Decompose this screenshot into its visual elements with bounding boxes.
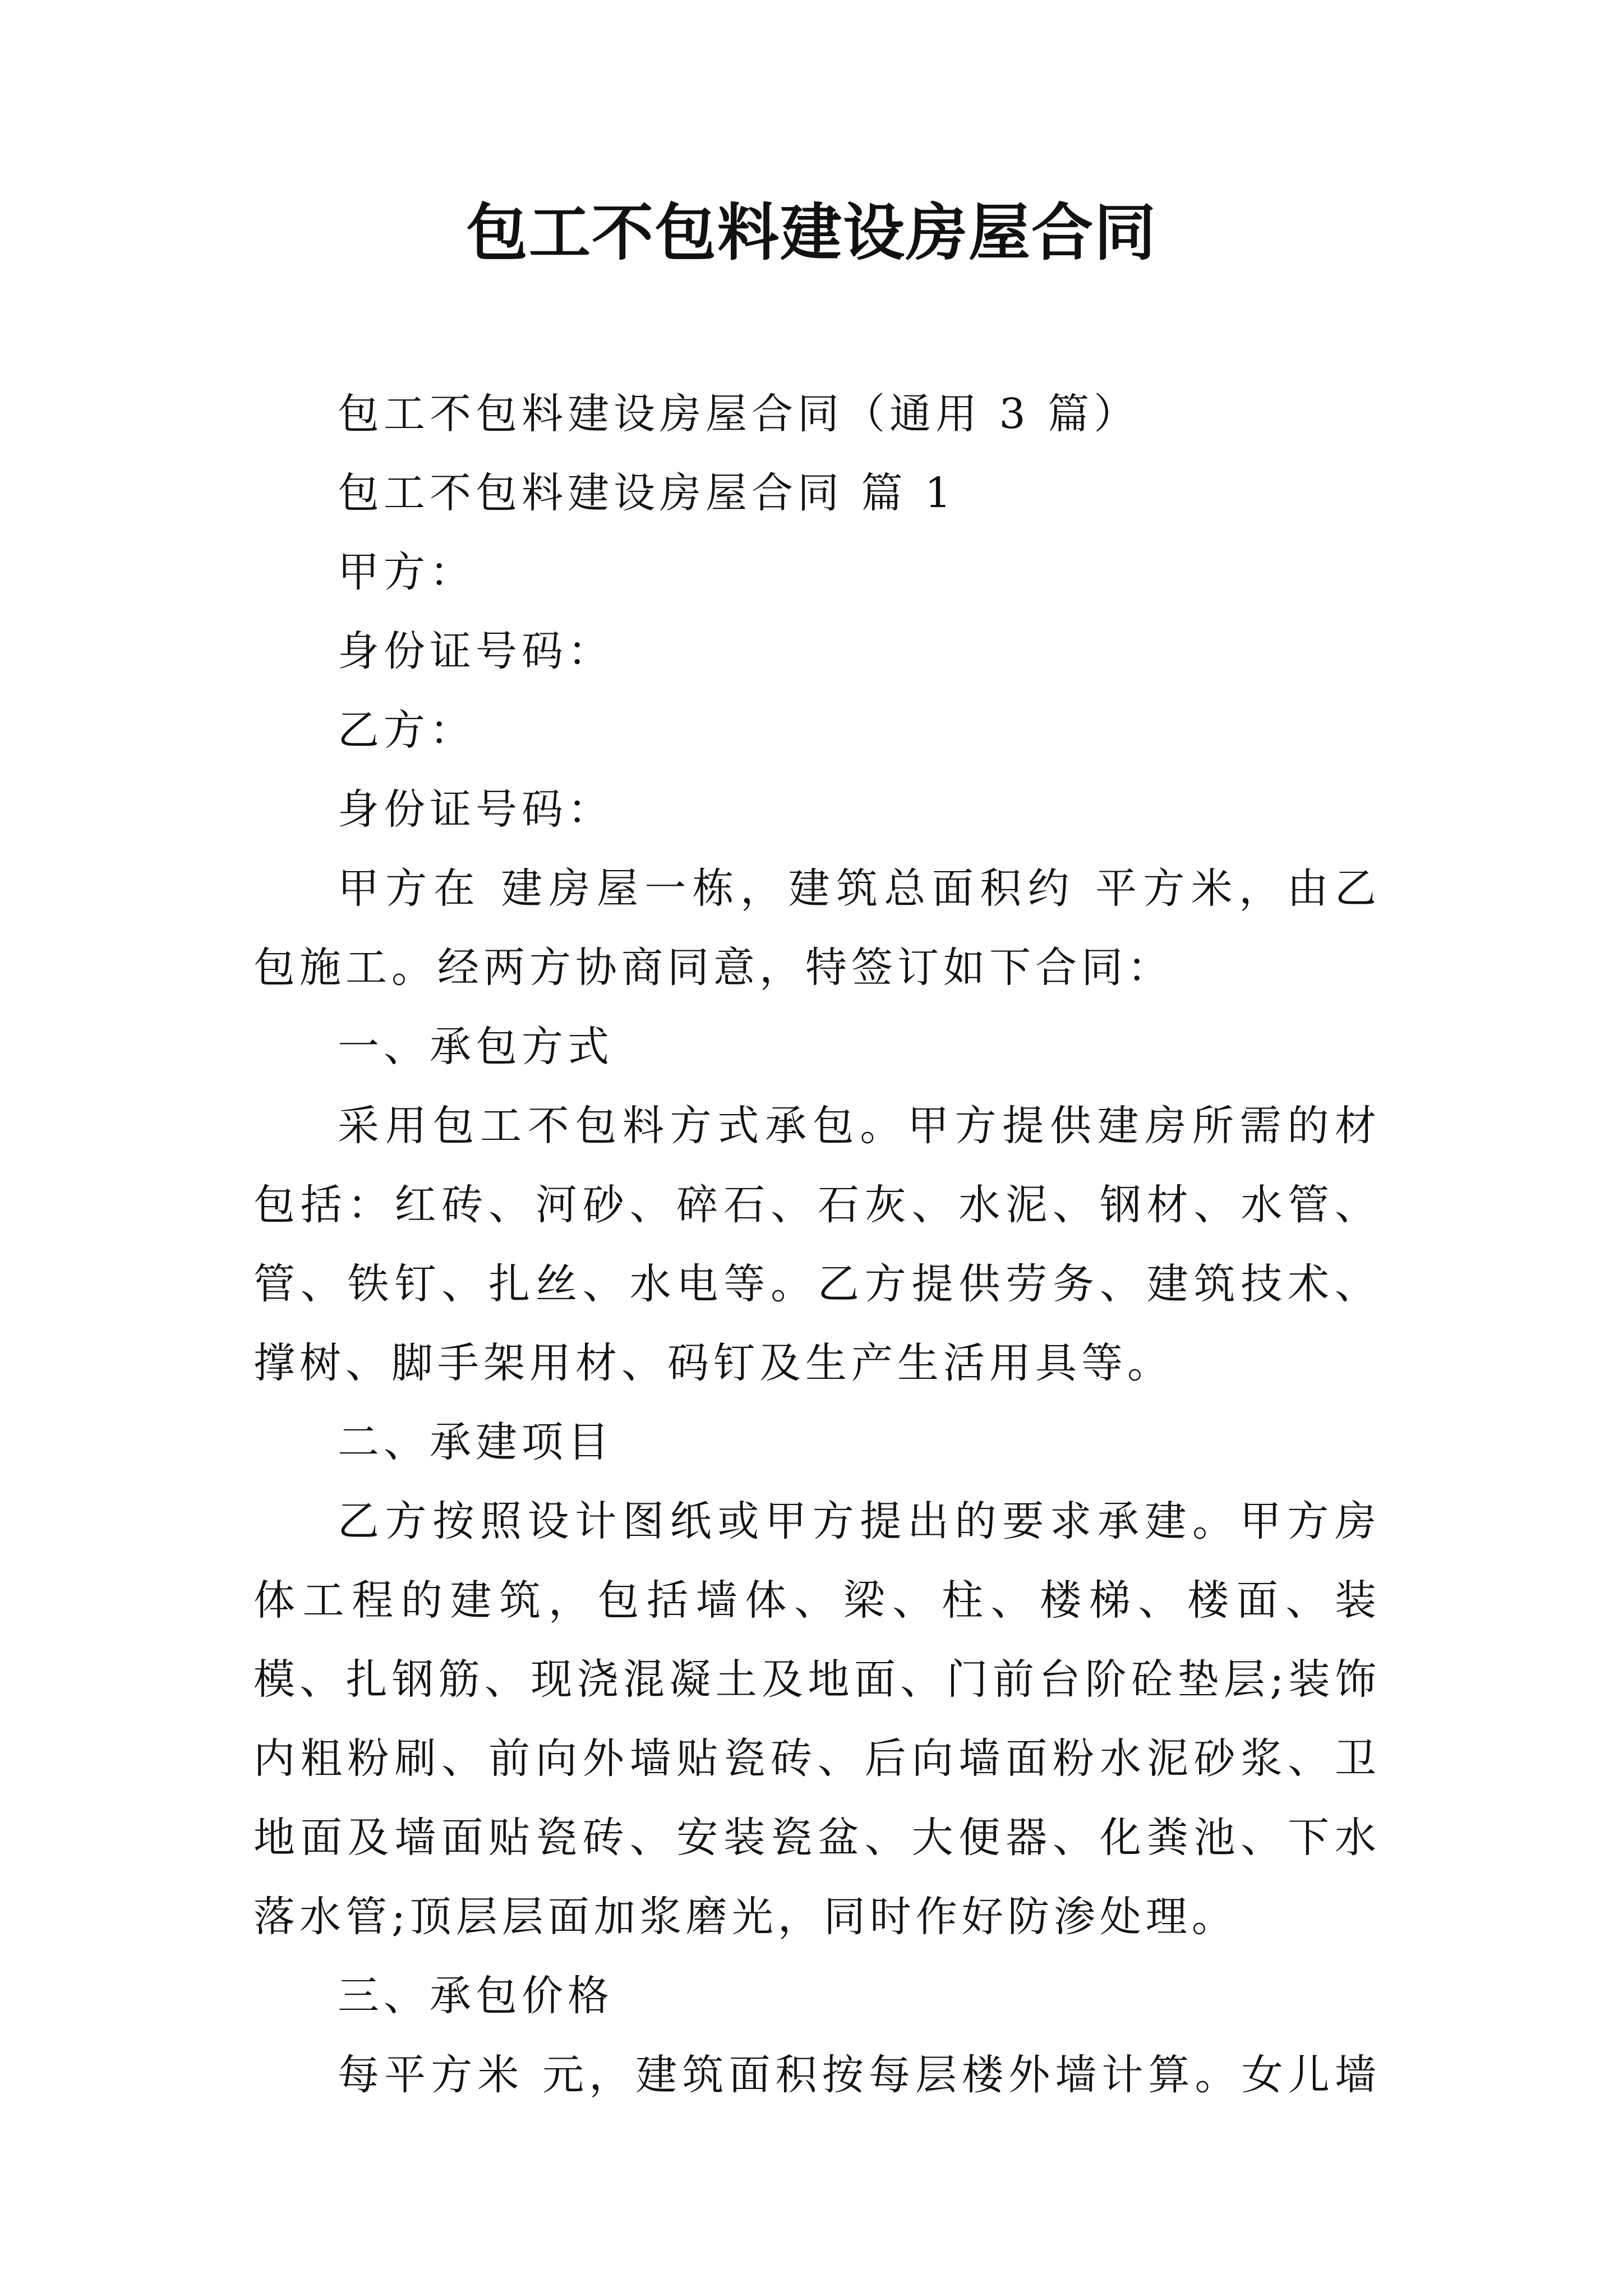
party-b-label: 乙方： (338, 706, 476, 754)
subtitle-line: 包工不包料建设房屋合同（通用 3 篇） (338, 390, 1140, 438)
paragraph-line: 包施工。经两方协商同意，特签订如下合同： (253, 944, 1173, 992)
paragraph-line: 管、铁钉、扎丝、水电等。乙方提供劳务、建筑技术、 (253, 1260, 1381, 1308)
paragraph-line: 落水管;顶层层面加浆磨光，同时作好防渗处理。 (253, 1893, 1238, 1941)
paragraph-line: 每平方米 元，建筑面积按每层楼外墙计算。女儿墙 (338, 2051, 1381, 2099)
paragraph-line: 模、扎钢筋、现浇混凝土及地面、门前台阶砼垫层;装饰 (253, 1655, 1381, 1704)
section-heading-line: 一、承包方式 (338, 1023, 614, 1071)
party-b-id-label: 身份证号码： (338, 785, 614, 834)
section-heading-line: 二、承建项目 (338, 1418, 614, 1466)
paragraph-line: 撑树、脚手架用材、码钉及生产生活用具等。 (253, 1339, 1173, 1387)
paragraph-line: 内粗粉刷、前向外墙贴瓷砖、后向墙面粉水泥砂浆、卫 (253, 1734, 1381, 1783)
document-title: 包工不包料建设房屋合同 (466, 197, 1157, 269)
paragraph-line: 体工程的建筑，包括墙体、梁、柱、楼梯、楼面、装 (253, 1576, 1381, 1625)
party-a-id-label: 身份证号码： (338, 627, 614, 675)
paragraph-line: 采用包工不包料方式承包。甲方提供建房所需的材 (338, 1102, 1381, 1150)
section-heading-line: 包工不包料建设房屋合同 篇 1 (338, 469, 956, 517)
paragraph-line: 地面及墙面贴瓷砖、安装瓷盆、大便器、化粪池、下水 (253, 1814, 1381, 1862)
paragraph-line: 包括：红砖、河砂、碎石、石灰、水泥、钢材、水管、 (253, 1181, 1381, 1229)
section-heading-line: 三、承包价格 (338, 1972, 614, 2020)
document-body (253, 375, 1381, 2115)
paragraph-line: 乙方按照设计图纸或甲方提出的要求承建。甲方房 (338, 1497, 1381, 1545)
paragraph-line: 甲方在 建房屋一栋，建筑总面积约 平方米，由乙 (338, 864, 1381, 913)
party-a-label: 甲方： (338, 548, 476, 596)
